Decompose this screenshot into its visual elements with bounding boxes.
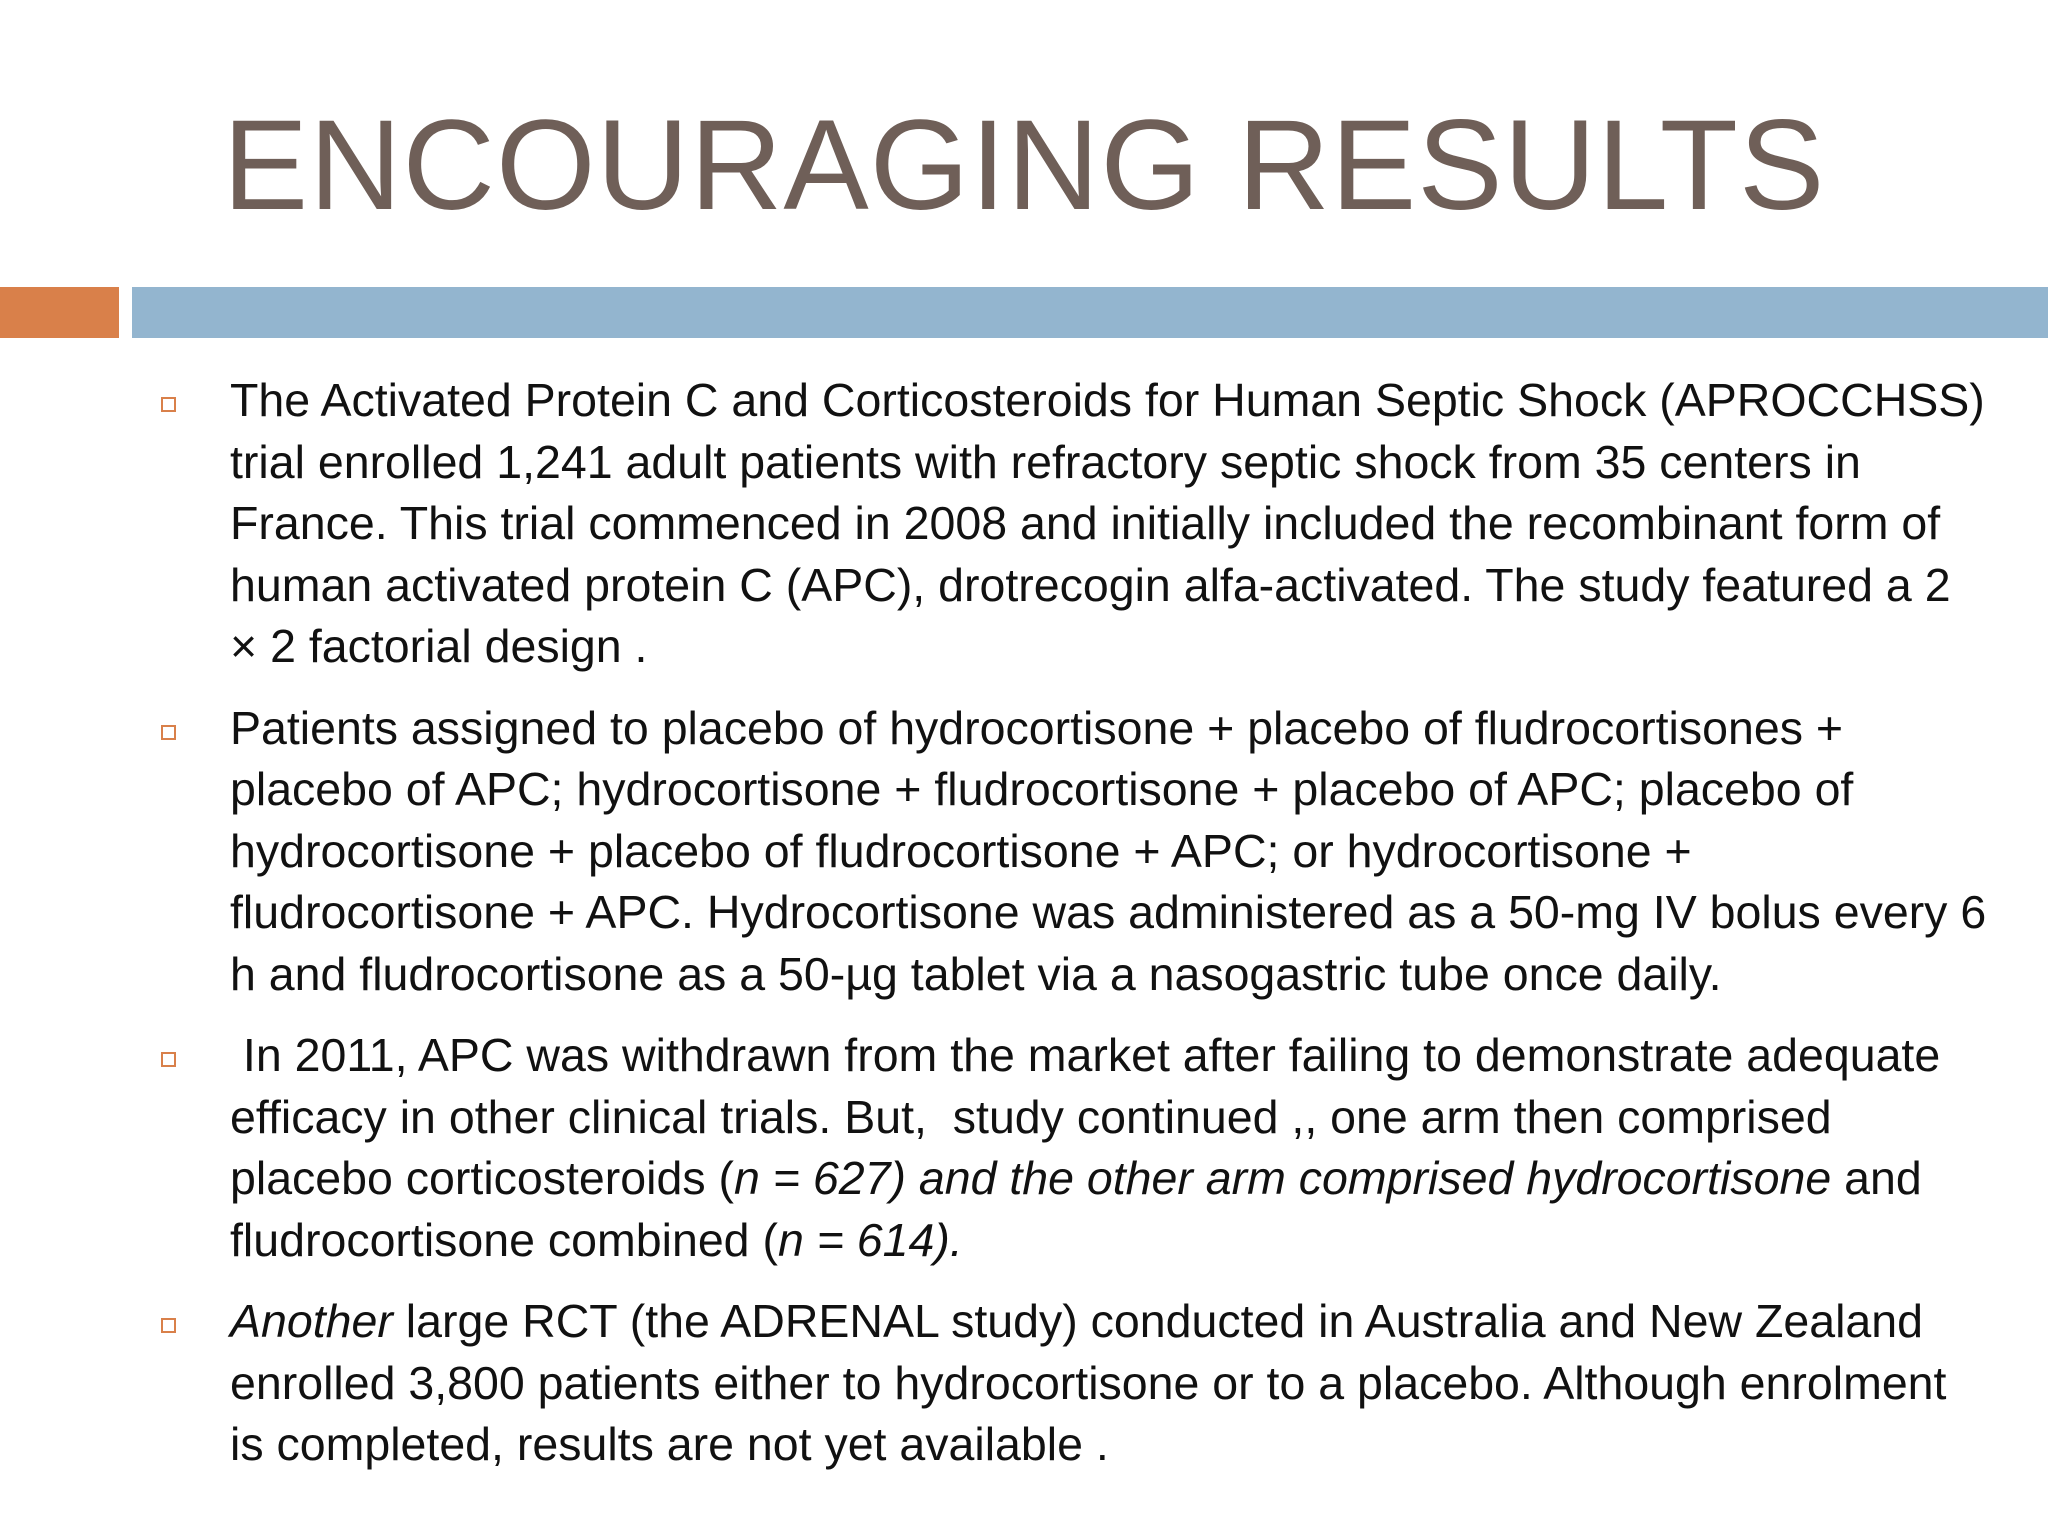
bullet-text: and fludrocortisone combined ( — [230, 1152, 1922, 1266]
square-outline-icon — [161, 397, 176, 412]
bullet-item — [0, 1025, 2048, 1271]
bullet-text-italic: n = 627) and the other arm comprised hydrocortisone — [734, 1152, 1832, 1204]
bullet-text: large RCT (the ADRENAL study) conducted in Australia and New Zealand enrolled 3,800 patients either to hydrocortisone or to a placebo. Although enrolment is completed, results are not yet available . — [230, 1295, 1947, 1470]
bullet-item — [0, 370, 2048, 678]
bullet-text-italic: Another — [230, 1295, 393, 1347]
slide-title: ENCOURAGING RESULTS — [222, 94, 1826, 237]
bullet-text: Patients assigned to placebo of hydrocortisone + placebo of fludrocortisones + placebo of APC; hydrocortisone + fludrocortisone + placebo of APC; placebo of hydrocortisone + placebo of fludrocortisone + APC; or hydrocortisone + fludrocortisone + APC. Hydrocortisone was administered as a 50-mg IV bolus every 6 h and fludrocortisone as a 50-µg tablet via a nasogastric tube once daily. — [230, 701, 1987, 1000]
square-outline-icon — [161, 1318, 176, 1333]
bullet-list — [0, 370, 2048, 1496]
square-outline-icon — [161, 1052, 176, 1067]
bullet-text-italic: n = 614). — [777, 1213, 963, 1266]
bullet-item — [0, 1291, 2048, 1476]
square-outline-icon — [161, 725, 176, 740]
bullet-item — [0, 698, 2048, 1006]
bullet-text: The Activated Protein C and Corticosteroids for Human Septic Shock (APROCCHSS) trial enrolled 1,241 adult patients with refractory septic shock from 35 centers in France. This trial commenced in 2008 and initially included the recombinant form of human activated protein C (APC), drotrecogin alfa-activated. The study featured a 2 × 2 factorial design . — [230, 374, 1985, 672]
accent-bar-orange — [0, 287, 119, 338]
accent-bar-blue — [132, 287, 2048, 338]
bullet-text: In 2011, APC was withdrawn from the market after failing to demonstrate adequate efficacy in other clinical trials. But, study continued ,, one arm then comprised placebo corticosteroids ( — [230, 1029, 1954, 1204]
